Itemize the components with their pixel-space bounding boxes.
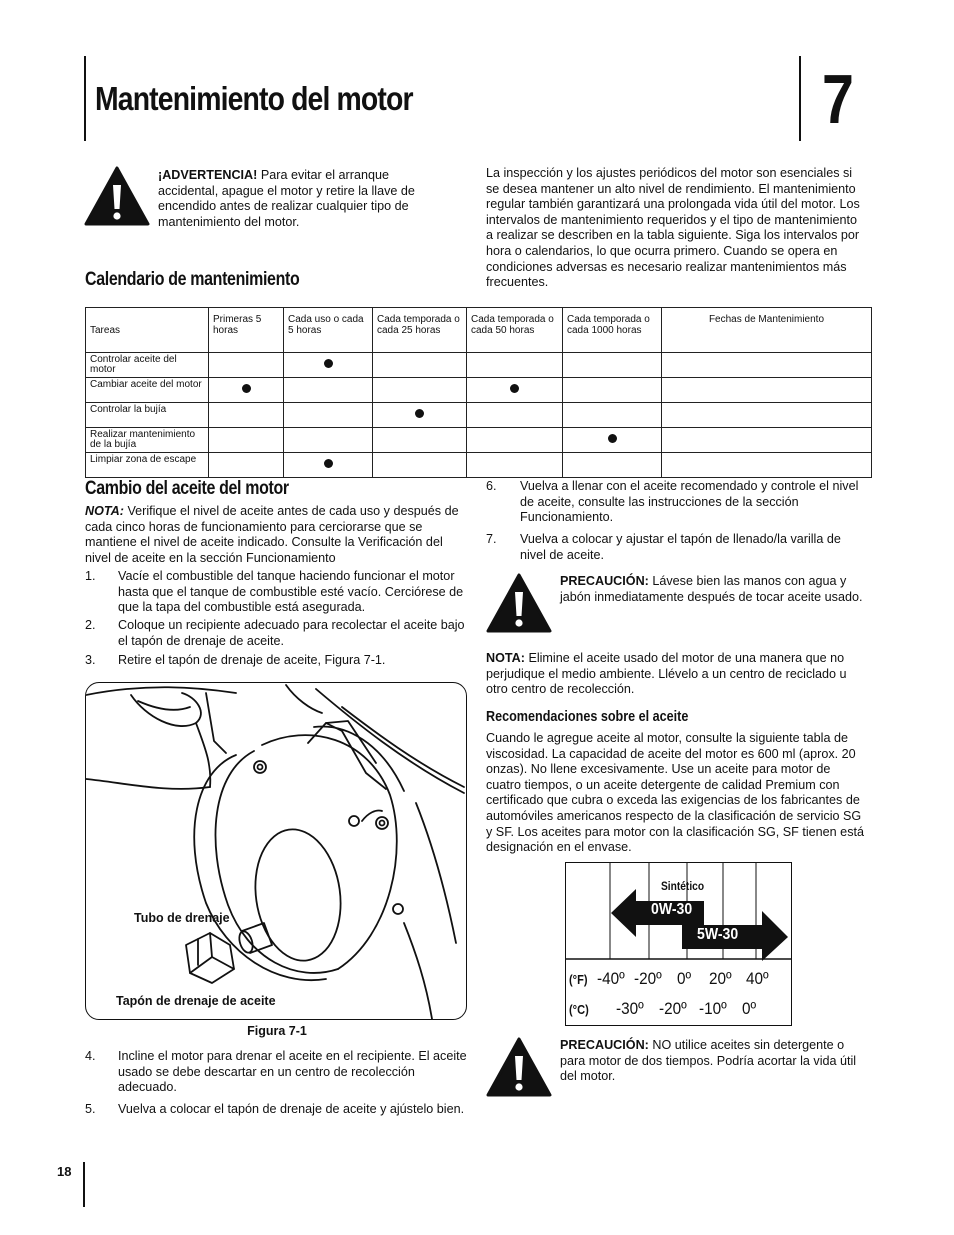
interval-cell <box>284 403 373 428</box>
warning-text <box>158 168 440 230</box>
step-text: Coloque un recipiente adecuado para recolectar el aceite bajo el tapón de drenaje de aceite. <box>118 618 465 648</box>
caution-label: PRECAUCIÓN: <box>560 1038 649 1052</box>
interval-cell <box>373 378 467 403</box>
figure-label-plug: Tapón de drenaje de aceite <box>116 994 276 1008</box>
maintenance-date-cell[interactable] <box>662 453 872 478</box>
temp-c: 0º <box>742 999 757 1018</box>
interval-cell <box>467 403 563 428</box>
temp-f: -40º <box>597 969 625 988</box>
caution-body: NO utilice aceites sin detergente o para motor de dos tiempos. Podría acortar la vida útil del motor. <box>560 1038 857 1084</box>
interval-cell <box>563 378 662 403</box>
table-header-row <box>86 308 872 353</box>
task-cell: Cambiar aceite del motor <box>86 378 209 403</box>
caution-text <box>560 574 866 605</box>
step-text: Vuelva a colocar el tapón de drenaje de aceite y ajústelo bien. <box>118 1102 465 1116</box>
step-number: 6. <box>486 479 497 493</box>
caution-label: PRECAUCIÓN: <box>560 574 649 588</box>
interval-cell <box>563 453 662 478</box>
engine-drain-illustration <box>86 683 466 1019</box>
schedule-mark-dot <box>324 459 333 468</box>
note-text: Elimine el aceite usado del motor de una manera que no perjudique el medio ambiente. Llévelo a un centro de reciclado u otro centro de recolección. <box>486 651 847 697</box>
footer-rule <box>83 1162 85 1207</box>
column-header: Primeras 5 horas <box>209 308 284 353</box>
disposal-note <box>486 651 870 698</box>
figure-7-1 <box>85 682 467 1020</box>
synthetic-label: Sintético <box>661 879 705 893</box>
caution-text <box>560 1038 866 1085</box>
interval-cell <box>209 353 284 378</box>
table-row <box>86 453 872 478</box>
step-text: Vuelva a colocar y ajustar el tapón de llenado/la varilla de nivel de aceite. <box>520 532 841 562</box>
task-cell: Limpiar zona de escape <box>86 453 209 478</box>
interval-cell <box>209 428 284 453</box>
interval-cell <box>373 353 467 378</box>
temp-f: -20º <box>634 969 662 988</box>
interval-cell <box>373 453 467 478</box>
oil-recommendation-text: Cuando le agregue aceite al motor, consulte la siguiente tabla de viscosidad. La capacidad de aceite del motor es 600 ml (aprox. 20 onzas). No llene excesivamente. Use un aceite para motor de cuatro tiempos, o un aceite detergente de calidad Premium con certificado que cubra o exceda las exigencias de los fabricantes de automóviles americanos respecto de la clasificación de servicio SG y SF. Los aceites para motor con la clasificación SG, SF tienen está designación en el envase. <box>486 731 864 855</box>
step-text: Incline el motor para drenar el aceite en el recipiente. El aceite usado se debe descartar en un centro de recolección adecuado. <box>118 1049 467 1095</box>
interval-cell <box>373 428 467 453</box>
task-cell: Realizar mantenimiento de la bujía <box>86 428 209 453</box>
warning-icon <box>84 165 150 227</box>
column-header: Tareas <box>86 308 209 353</box>
interval-cell <box>284 428 373 453</box>
interval-cell <box>563 403 662 428</box>
warning-label: ¡ADVERTENCIA! <box>158 168 258 182</box>
schedule-mark-dot <box>242 384 251 393</box>
temp-c: -20º <box>659 999 687 1018</box>
column-header: Cada temporada o cada 25 horas <box>373 308 467 353</box>
grade-0w30: 0W-30 <box>651 901 693 918</box>
interval-cell <box>373 403 467 428</box>
oil-change-note <box>85 504 465 566</box>
maintenance-date-cell[interactable] <box>662 353 872 378</box>
unit-fahrenheit: (°F) <box>569 972 588 987</box>
interval-cell <box>467 353 563 378</box>
maintenance-date-cell[interactable] <box>662 428 872 453</box>
temp-f: 0º <box>677 969 692 988</box>
interval-cell <box>467 428 563 453</box>
grade-5w30: 5W-30 <box>697 926 739 943</box>
step-number: 7. <box>486 532 497 546</box>
column-header: Cada uso o cada 5 horas <box>284 308 373 353</box>
column-header: Cada temporada o cada 50 horas <box>467 308 563 353</box>
task-cell: Controlar aceite del motor <box>86 353 209 378</box>
column-header: Fechas de Mantenimiento <box>662 308 872 353</box>
header-right-rule <box>799 56 801 141</box>
viscosity-chart <box>565 862 792 1026</box>
interval-cell <box>563 428 662 453</box>
interval-cell <box>284 378 373 403</box>
interval-cell <box>467 378 563 403</box>
caution-icon <box>486 572 552 634</box>
temp-c: -30º <box>616 999 644 1018</box>
header-left-rule <box>84 56 86 141</box>
interval-cell <box>284 353 373 378</box>
chapter-number: 7 <box>822 60 854 138</box>
table-row <box>86 378 872 403</box>
maintenance-date-cell[interactable] <box>662 378 872 403</box>
figure-caption: Figura 7-1 <box>247 1024 307 1038</box>
temp-f: 40º <box>746 969 769 988</box>
schedule-mark-dot <box>510 384 519 393</box>
note-label: NOTA: <box>486 651 525 665</box>
caution-body: Lávese bien las manos con agua y jabón inmediatamente después de tocar aceite usado. <box>560 574 863 604</box>
interval-cell <box>209 453 284 478</box>
note-label: NOTA: <box>85 504 124 518</box>
interval-cell <box>563 353 662 378</box>
page-title: Mantenimiento del motor <box>95 80 413 117</box>
temp-c: -10º <box>699 999 727 1018</box>
table-row <box>86 403 872 428</box>
step-text: Vacíe el combustible del tanque haciendo funcionar el motor hasta que el tanque de combustible esté vacío. Cerciórese de que la tapa del combustible está asegurada. <box>118 569 464 615</box>
interval-cell <box>284 453 373 478</box>
interval-cell <box>467 453 563 478</box>
step-number: 3. <box>85 653 96 667</box>
schedule-mark-dot <box>415 409 424 418</box>
temp-f: 20º <box>709 969 732 988</box>
step-number: 2. <box>85 618 96 632</box>
unit-celsius: (°C) <box>569 1002 589 1017</box>
page-number: 18 <box>57 1164 72 1179</box>
step-text: Vuelva a llenar con el aceite recomendado y controle el nivel de aceite, consulte las instrucciones de la sección Funcionamiento. <box>520 479 859 525</box>
step-number: 1. <box>85 569 96 583</box>
maintenance-date-cell[interactable] <box>662 403 872 428</box>
table-row <box>86 353 872 378</box>
note-text: Verifique el nivel de aceite antes de cada uso y después de cada cinco horas de funcionamiento para cerciorarse que se mantiene el nivel de aceite indicado. Consulte la Verificación del nivel de aceite en la sección Funcionamiento <box>85 504 459 565</box>
oil-change-heading: Cambio del aceite del motor <box>85 478 289 499</box>
schedule-mark-dot <box>608 434 617 443</box>
maintenance-schedule-table <box>85 307 872 478</box>
step-text: Retire el tapón de drenaje de aceite, Figura 7-1. <box>118 653 386 667</box>
intro-paragraph: La inspección y los ajustes periódicos del motor son esenciales si se desea mantener un alto nivel de rendimiento. El mantenimiento regular también garantizará una prolongada vida útil del motor. Los intervalos de mantenimiento requeridos y el tipo de mantenimiento a realizar se describen en la tabla siguiente. Siga los intervalos por hora o calendarios, lo que ocurra primero. Cuando se opera en condiciones adversas es necesario realizar mantenimientos más frecuentes. <box>486 166 860 290</box>
interval-cell <box>209 403 284 428</box>
schedule-heading: Calendario de mantenimiento <box>85 269 300 290</box>
warning-body: Para evitar el arranque accidental, apague el motor y retire la llave de encendido antes de realizar cualquier tipo de mantenimiento del motor. <box>158 168 415 229</box>
column-header: Cada temporada o cada 1000 horas <box>563 308 662 353</box>
task-cell: Controlar la bujía <box>86 403 209 428</box>
step-number: 4. <box>85 1049 96 1063</box>
table-row <box>86 428 872 453</box>
figure-label-tube: Tubo de drenaje <box>134 911 230 925</box>
interval-cell <box>209 378 284 403</box>
oil-recommendation-heading: Recomendaciones sobre el aceite <box>486 708 689 725</box>
caution-icon <box>486 1036 552 1098</box>
step-number: 5. <box>85 1102 96 1116</box>
schedule-mark-dot <box>324 359 333 368</box>
